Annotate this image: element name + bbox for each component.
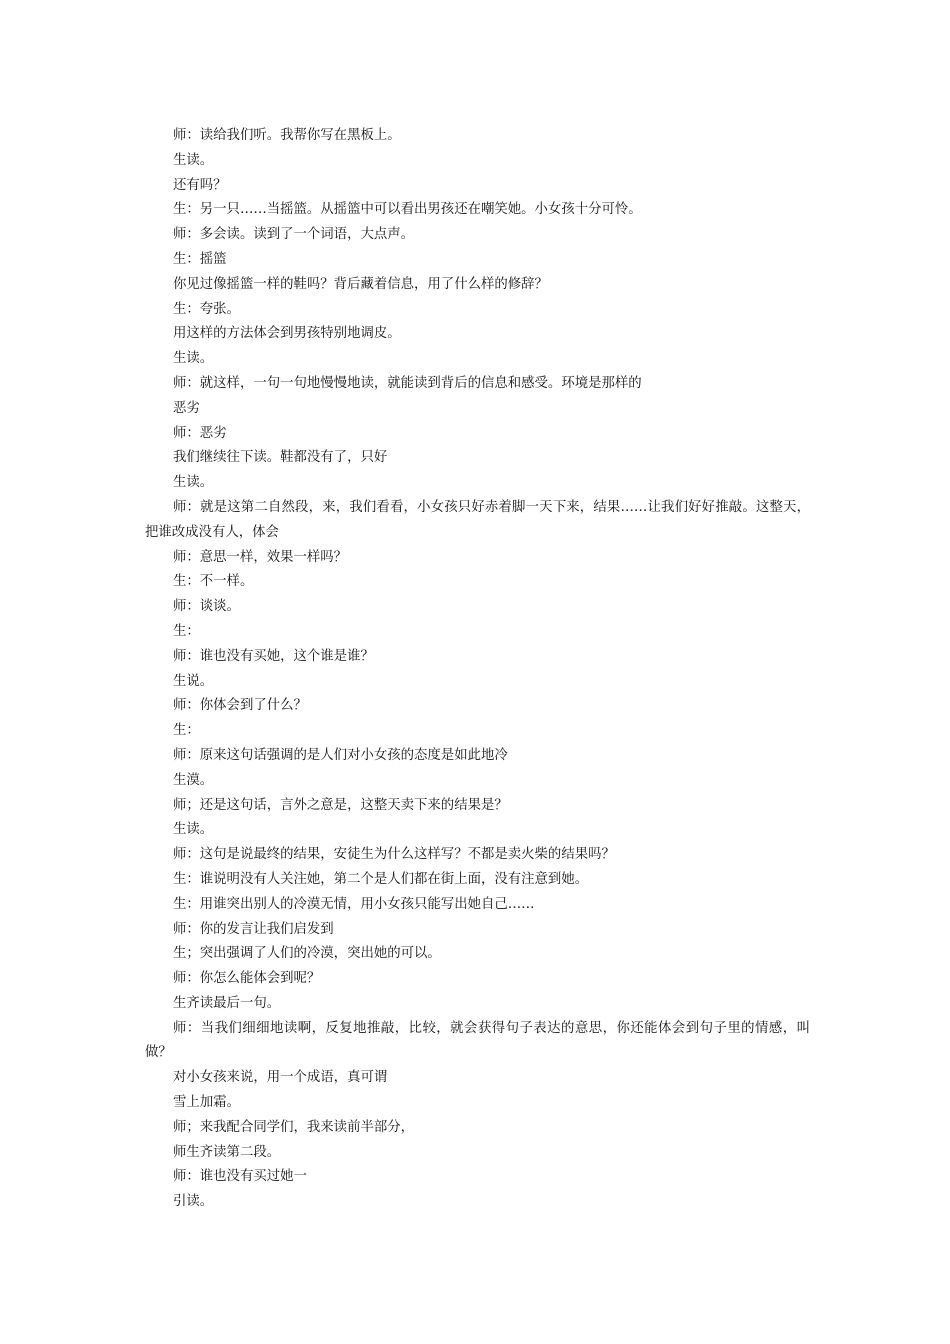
paragraph: 生： bbox=[173, 623, 200, 639]
paragraph: 师：恶劣 bbox=[173, 425, 227, 441]
paragraph: 生：夸张。 bbox=[173, 301, 240, 317]
paragraph: 师：就这样，一句一句地慢慢地读，就能读到背后的信息和感受。环境是那样的 bbox=[173, 375, 642, 391]
paragraph: 师：就是这第二自然段，来，我们看看，小女孩只好赤着脚一天下来，结果……让我们好好推敲。这整天，把谁改成没有人，体会 bbox=[145, 499, 810, 540]
paragraph: 生： bbox=[173, 723, 200, 739]
paragraph: 师；来我配合同学们，我来读前半部分， bbox=[173, 1119, 415, 1135]
paragraph: 师：你的发言让我们启发到 bbox=[173, 921, 334, 937]
paragraph: 用这样的方法体会到男孩特别地调皮。 bbox=[173, 326, 401, 342]
paragraph: 对小女孩来说，用一个成语，真可谓 bbox=[173, 1070, 388, 1086]
paragraph: 生说。 bbox=[173, 673, 214, 689]
paragraph: 生：用谁突出别人的冷漠无情，用小女孩只能写出她自己…… bbox=[173, 896, 535, 912]
paragraph: 师：读给我们听。我帮你写在黑板上。 bbox=[173, 128, 401, 143]
paragraph: 生：谁说明没有人关注她，第二个是人们都在街上面，没有注意到她。 bbox=[173, 871, 589, 887]
paragraph: 还有吗？ bbox=[173, 177, 227, 193]
document-body bbox=[145, 124, 810, 1215]
paragraph: 引读。 bbox=[173, 1194, 214, 1210]
paragraph: 师：你怎么能体会到呢？ bbox=[173, 971, 321, 987]
paragraph: 你见过像摇篮一样的鞋吗？背后藏着信息，用了什么样的修辞？ bbox=[173, 276, 548, 292]
paragraph: 我们继续往下读。鞋都没有了，只好 bbox=[173, 450, 388, 466]
paragraph: 师：谁也没有买过她一 bbox=[173, 1169, 307, 1185]
paragraph: 师：多会读。读到了一个词语，大点声。 bbox=[173, 227, 415, 243]
paragraph: 生读。 bbox=[173, 351, 214, 367]
paragraph: 生读。 bbox=[173, 152, 214, 168]
paragraph: 师：当我们细细地读啊，反复地推敲，比较，就会获得句子表达的意思，你还能体会到句子里的情感，叫做？ bbox=[145, 1020, 810, 1061]
paragraph: 师：原来这句话强调的是人们对小女孩的态度是如此地冷 bbox=[173, 747, 508, 763]
paragraph: 师：意思一样，效果一样吗？ bbox=[173, 549, 348, 565]
paragraph: 生：不一样。 bbox=[173, 574, 254, 590]
paragraph: 师：你体会到了什么？ bbox=[173, 698, 307, 714]
paragraph: 雪上加霜。 bbox=[173, 1095, 240, 1111]
paragraph: 生：另一只……当摇篮。从摇篮中可以看出男孩还在嘲笑她。小女孩十分可怜。 bbox=[173, 202, 642, 218]
paragraph: 生：摇篮 bbox=[173, 251, 227, 267]
paragraph: 生；突出强调了人们的冷漠，突出她的可以。 bbox=[173, 946, 441, 962]
paragraph: 师；还是这句话，言外之意是，这整天卖下来的结果是？ bbox=[173, 797, 508, 813]
paragraph: 师生齐读第二段。 bbox=[173, 1144, 281, 1160]
paragraph: 师：谁也没有买她，这个谁是谁？ bbox=[173, 648, 374, 664]
paragraph: 生齐读最后一句。 bbox=[173, 995, 281, 1011]
paragraph: 师：这句是说最终的结果，安徒生为什么这样写？不都是卖火柴的结果吗？ bbox=[173, 847, 615, 863]
paragraph: 生读。 bbox=[173, 822, 214, 838]
paragraph: 恶劣 bbox=[173, 400, 200, 416]
paragraph: 生漠。 bbox=[173, 772, 214, 788]
paragraph: 生读。 bbox=[173, 475, 214, 491]
paragraph: 师：谈谈。 bbox=[173, 599, 240, 615]
